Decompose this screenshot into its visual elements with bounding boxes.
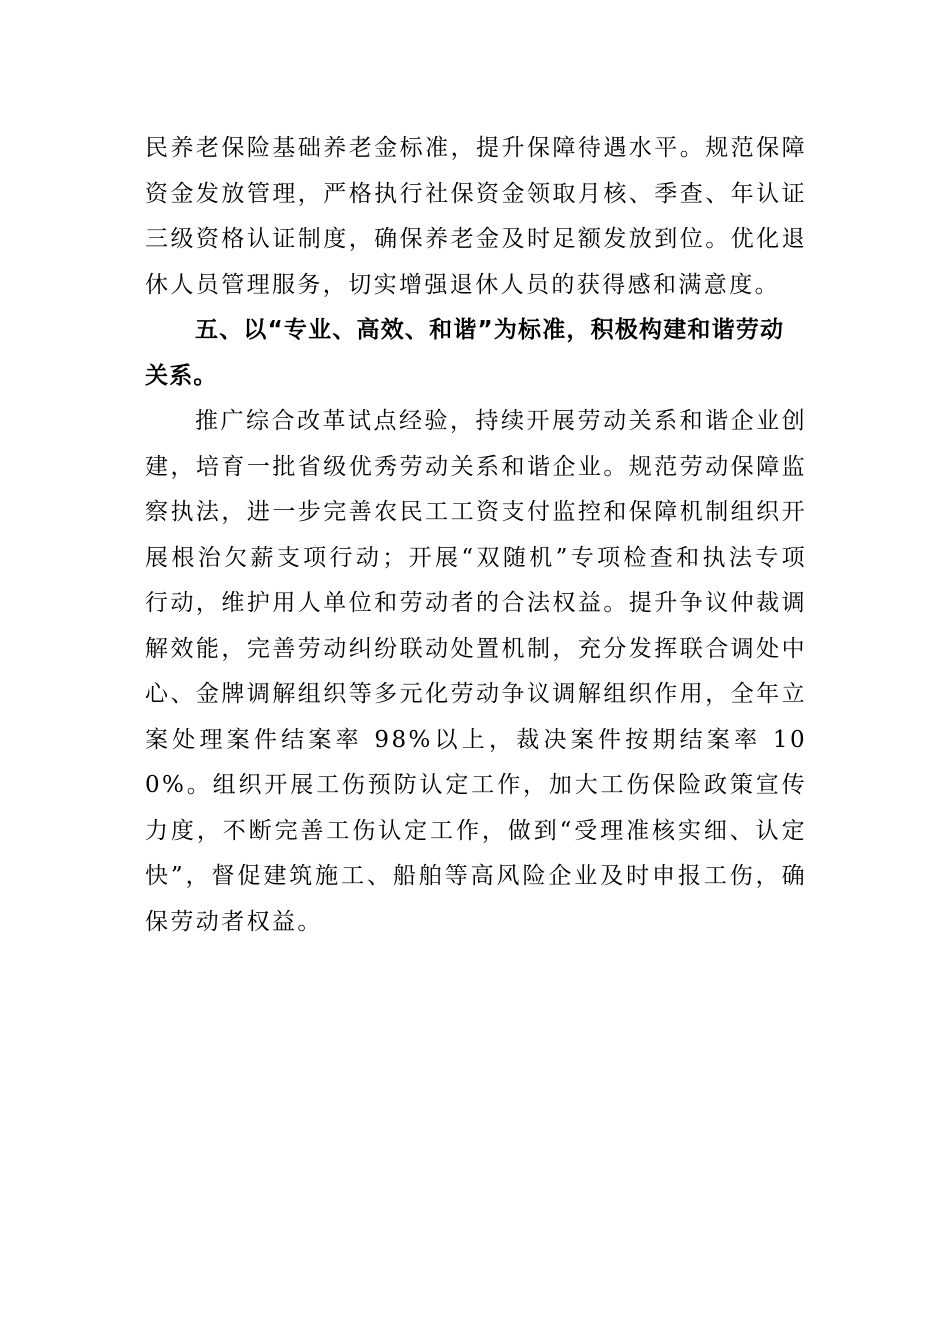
document-body — [145, 126, 807, 945]
section-heading: 五、以“专业、高效、和谐”为标准，积极构建和谐劳动关系。 — [145, 317, 785, 389]
paragraph-continued: 民养老保险基础养老金标准，提升保障待遇水平。规范保障资金发放管理，严格执行社保资金领取月核、季查、年认证三级资格认证制度，确保养老金及时足额发放到位。优化退休人员管理服务，切实增强退休人员的获得感和满意度。 — [145, 135, 807, 298]
section-body-paragraph: 推广综合改革试点经验，持续开展劳动关系和谐企业创建，培育一批省级优秀劳动关系和谐企业。规范劳动保障监察执法，进一步完善农民工工资支付监控和保障机制组织开展根治欠薪支项行动；开展“双随机”专项检查和执法专项行动，维护用人单位和劳动者的合法权益。提升争议仲裁调解效能，完善劳动纠纷联动处置机制，充分发挥联合调处中心、金牌调解组织等多元化劳动争议调解组织作用，全年立案处理案件结案率 98%以上，裁决案件按期结案率 100%。组织开展工伤预防认定工作，加大工伤保险政策宣传力度，不断完善工伤认定工作，做到“受理准核实细、认定快”，督促建筑施工、船舶等高风险企业及时申报工伤，确保劳动者权益。 — [145, 408, 807, 935]
